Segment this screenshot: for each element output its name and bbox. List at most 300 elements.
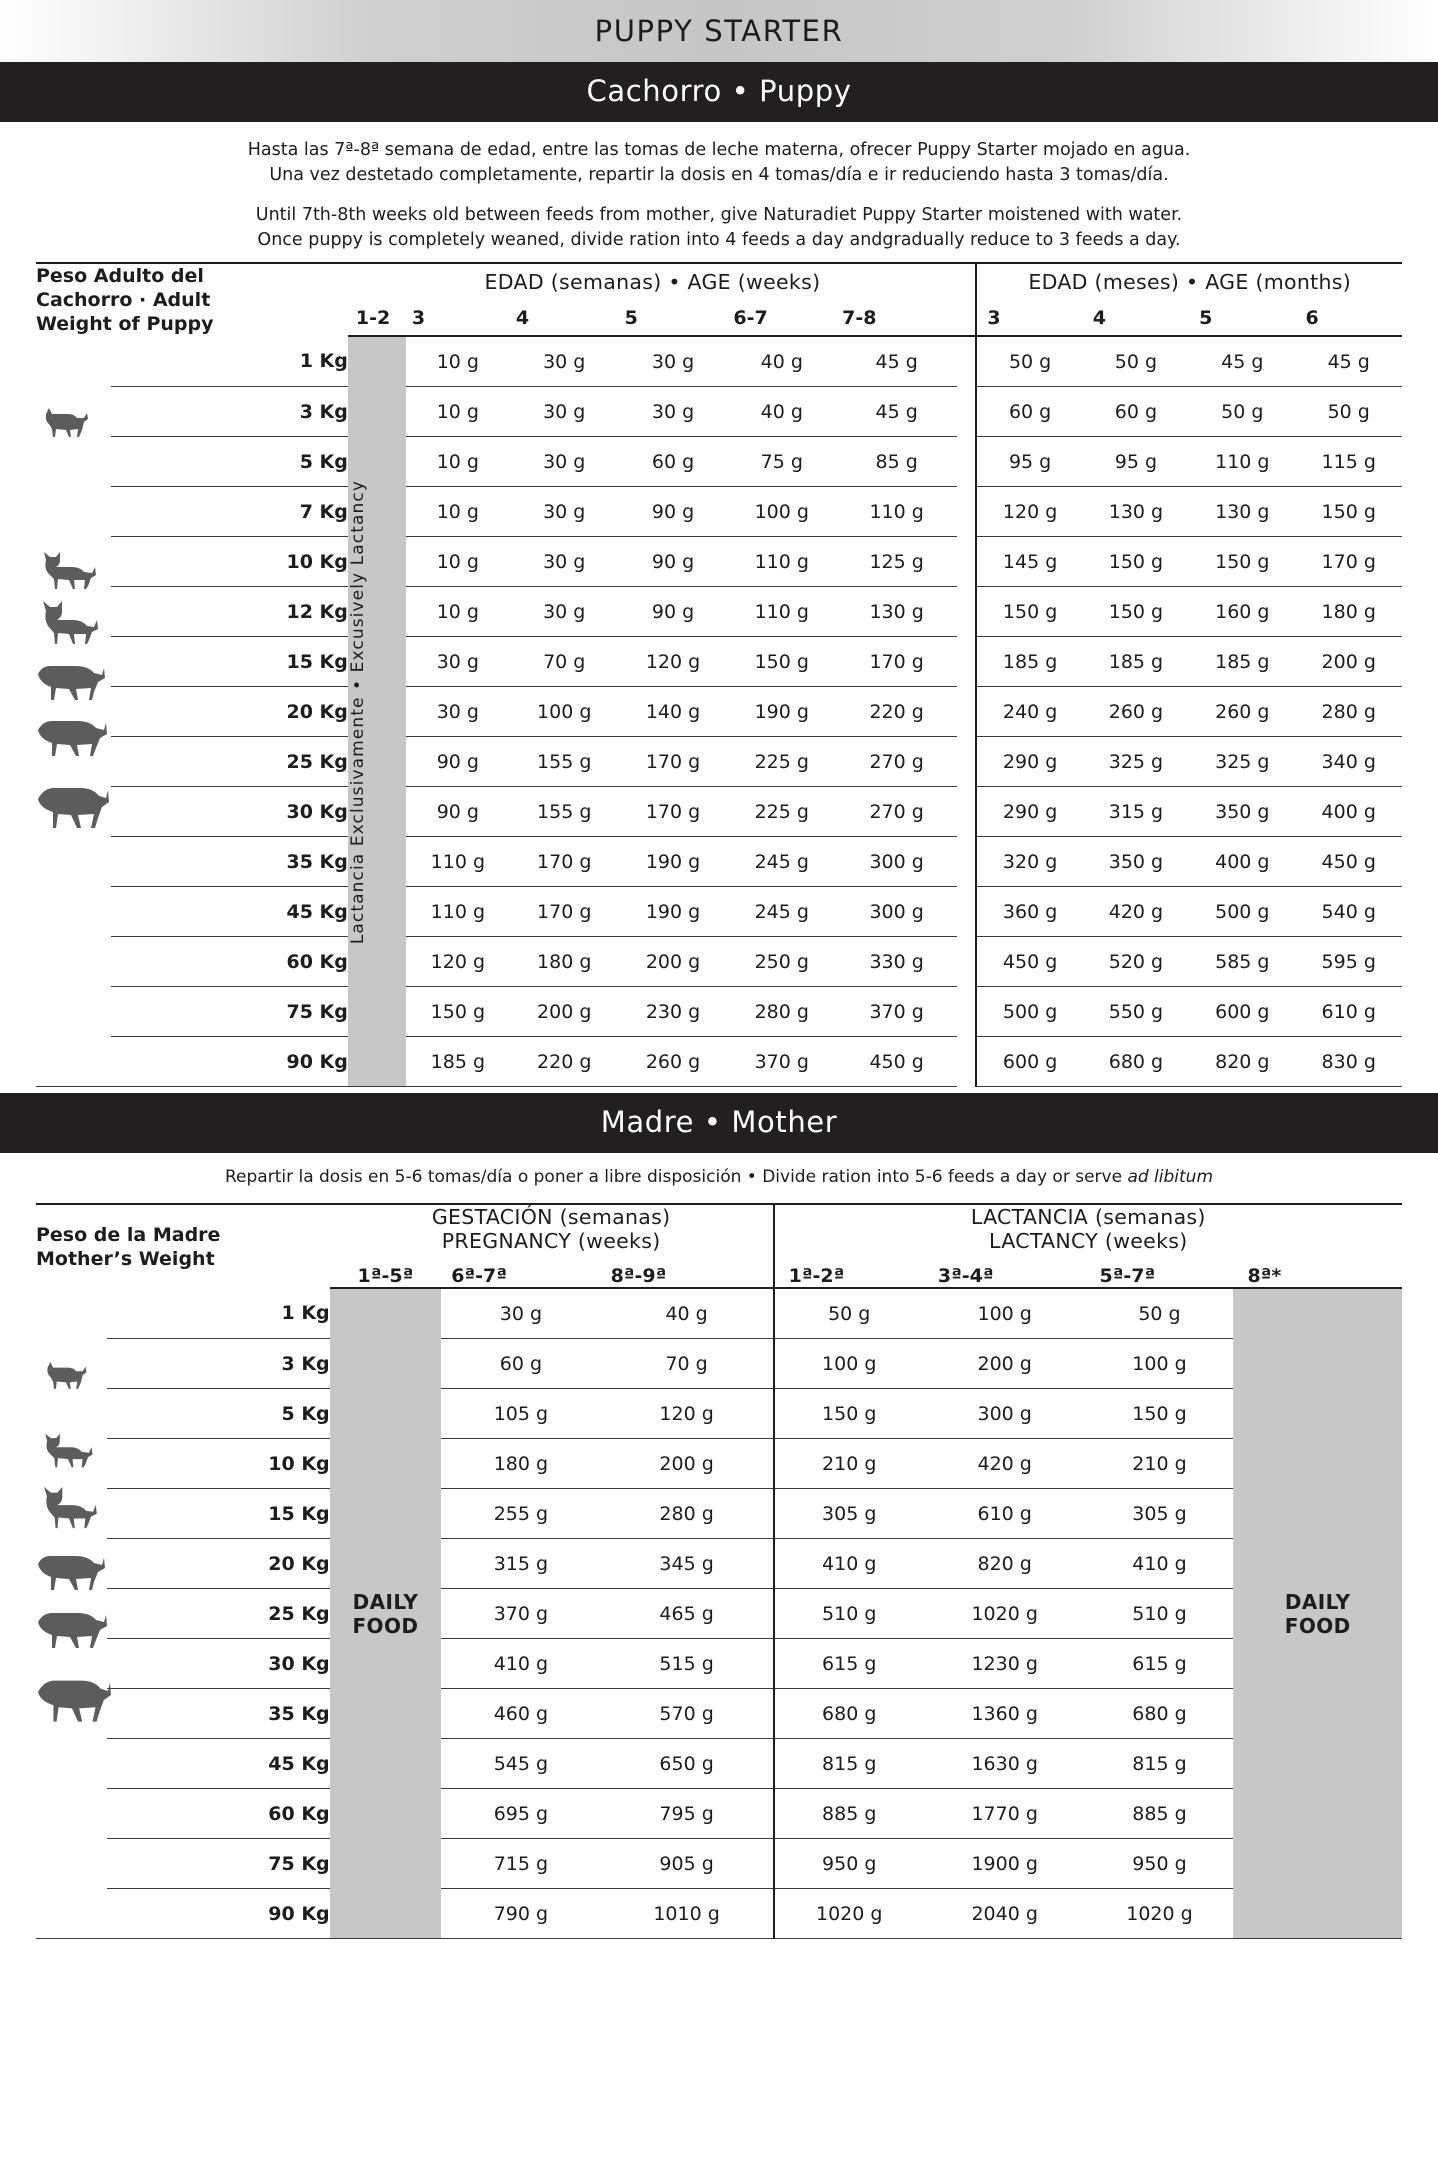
puppy-col-m3: 3: [976, 301, 1082, 336]
table-row: [36, 1439, 1402, 1489]
column-gap: [957, 487, 976, 537]
mother-group-lactancy: [774, 1204, 1402, 1253]
column-gap: [957, 837, 976, 887]
puppy-cell: 290 g: [976, 737, 1082, 787]
mother-cell: 680 g: [1085, 1689, 1233, 1739]
mother-cell: 950 g: [1085, 1839, 1233, 1889]
puppy-cell: 130 g: [1189, 487, 1295, 537]
puppy-cell: 170 g: [619, 737, 728, 787]
puppy-cell: 30 g: [619, 387, 728, 437]
dog-icon-group: [36, 1288, 107, 1938]
puppy-cell: 30 g: [510, 387, 619, 437]
mother-weight: 45 Kg: [107, 1739, 330, 1789]
mother-cell: 410 g: [774, 1539, 924, 1589]
mother-row-label-line1: Peso de la Madre: [36, 1223, 221, 1246]
table-row: [36, 787, 1402, 837]
table-row: [36, 987, 1402, 1037]
puppy-cell: 680 g: [1083, 1037, 1189, 1087]
puppy-cell: 30 g: [406, 687, 510, 737]
mother-cell: 950 g: [774, 1839, 924, 1889]
puppy-group-weeks: EDAD (semanas) • AGE (weeks): [348, 263, 957, 302]
mother-cell: 300 g: [924, 1389, 1086, 1439]
puppy-cell: 170 g: [1295, 537, 1402, 587]
puppy-cell: 350 g: [1083, 837, 1189, 887]
mother-cell: 1770 g: [924, 1789, 1086, 1839]
puppy-cell: 280 g: [727, 987, 836, 1037]
dog-large-icon: [36, 1544, 106, 1594]
mother-cell: 30 g: [441, 1288, 600, 1339]
mother-col-p3: 8ª-9ª: [601, 1253, 774, 1288]
puppy-weight: 75 Kg: [111, 987, 348, 1037]
mother-cell: 50 g: [1085, 1288, 1233, 1339]
table-row: [36, 1789, 1402, 1839]
daily-food-left-line2: FOOD: [352, 1613, 419, 1638]
mother-weight: 90 Kg: [107, 1889, 330, 1939]
puppy-cell: 245 g: [727, 887, 836, 937]
puppy-table-wrap: [0, 262, 1438, 1088]
dog-small-icon: [40, 404, 94, 440]
intro-en-line1: Until 7th-8th weeks old between feeds from mother, give Naturadiet Puppy Starter moistened with water.: [255, 204, 1183, 225]
puppy-dog-silhouettes: [36, 336, 111, 1087]
mother-cell: 280 g: [601, 1489, 774, 1539]
daily-food-right: [1233, 1590, 1402, 1638]
puppy-cell: 190 g: [727, 687, 836, 737]
puppy-cell: 30 g: [510, 336, 619, 387]
puppy-weight: 45 Kg: [111, 887, 348, 937]
mother-cell: 1010 g: [601, 1889, 774, 1939]
puppy-cell: 170 g: [619, 787, 728, 837]
mother-cell: 1020 g: [1085, 1889, 1233, 1939]
puppy-cell: 100 g: [727, 487, 836, 537]
puppy-cell: 400 g: [1189, 837, 1295, 887]
puppy-cell: 520 g: [1083, 937, 1189, 987]
mother-group-pregnancy-en: PREGNANCY (weeks): [441, 1229, 661, 1254]
column-gap: [957, 737, 976, 787]
lactancy-band: [348, 336, 406, 1087]
mother-col-p1: 1ª-5ª: [330, 1253, 442, 1288]
mother-cell: 1020 g: [774, 1889, 924, 1939]
table-row: [36, 1389, 1402, 1439]
puppy-row-label-line2: Cachorro · Adult: [36, 288, 211, 311]
puppy-cell: 595 g: [1295, 937, 1402, 987]
mother-weight: 60 Kg: [107, 1789, 330, 1839]
mother-col-p2: 6ª-7ª: [441, 1253, 600, 1288]
intro-english: [40, 203, 1398, 254]
column-gap: [957, 437, 976, 487]
mother-cell: 255 g: [441, 1489, 600, 1539]
table-row: [36, 487, 1402, 537]
mother-col-l3: 5ª-7ª: [1085, 1253, 1233, 1288]
puppy-cell: 95 g: [976, 437, 1082, 487]
puppy-cell: 150 g: [406, 987, 510, 1037]
table-row: [36, 537, 1402, 587]
puppy-cell: 30 g: [619, 336, 728, 387]
mother-cell: 790 g: [441, 1889, 600, 1939]
puppy-cell: 30 g: [510, 537, 619, 587]
puppy-cell: 170 g: [510, 837, 619, 887]
dog-small-icon: [42, 1358, 92, 1392]
puppy-cell: 450 g: [976, 937, 1082, 987]
intro-en-line2: Once puppy is completely weaned, divide ration into 4 feeds a day andgradually reduce to 3 feeds a day.: [257, 230, 1181, 251]
mother-cell: 510 g: [1085, 1589, 1233, 1639]
puppy-cell: 30 g: [510, 437, 619, 487]
mother-cell: 305 g: [774, 1489, 924, 1539]
puppy-weight: 20 Kg: [111, 687, 348, 737]
puppy-weight: 25 Kg: [111, 737, 348, 787]
puppy-cell: 10 g: [406, 437, 510, 487]
puppy-cell: 500 g: [1189, 887, 1295, 937]
mother-cell: 1360 g: [924, 1689, 1086, 1739]
mother-group-lactancy-es: LACTANCIA (semanas): [970, 1205, 1206, 1230]
mother-cell: 315 g: [441, 1539, 600, 1589]
puppy-cell: 610 g: [1295, 987, 1402, 1037]
puppy-weight: 5 Kg: [111, 437, 348, 487]
mother-cell: 695 g: [441, 1789, 600, 1839]
puppy-cell: 110 g: [1189, 437, 1295, 487]
mother-cell: 70 g: [601, 1339, 774, 1389]
puppy-cell: 315 g: [1083, 787, 1189, 837]
puppy-cell: 155 g: [510, 787, 619, 837]
puppy-cell: 245 g: [727, 837, 836, 887]
puppy-cell: 185 g: [1083, 637, 1189, 687]
table-row: [36, 387, 1402, 437]
mother-weight: 10 Kg: [107, 1439, 330, 1489]
mother-col-l4: 8ª*: [1233, 1253, 1402, 1288]
mother-cell: 100 g: [1085, 1339, 1233, 1389]
puppy-col-w2: 3: [406, 301, 510, 336]
puppy-cell: 115 g: [1295, 437, 1402, 487]
puppy-weight: 3 Kg: [111, 387, 348, 437]
mother-feeding-table: [36, 1203, 1402, 1939]
table-row: [36, 937, 1402, 987]
puppy-cell: 140 g: [619, 687, 728, 737]
column-gap: [957, 637, 976, 687]
mother-cell: 50 g: [774, 1288, 924, 1339]
puppy-weight: 7 Kg: [111, 487, 348, 537]
daily-food-right-line2: FOOD: [1284, 1613, 1351, 1638]
dog-medium-icon: [38, 548, 100, 592]
puppy-cell: 585 g: [1189, 937, 1295, 987]
mother-col-l2: 3ª-4ª: [924, 1253, 1086, 1288]
puppy-cell: 40 g: [727, 387, 836, 437]
column-gap: [957, 687, 976, 737]
mother-note: [0, 1153, 1438, 1203]
puppy-cell: 320 g: [976, 837, 1082, 887]
mother-cell: 305 g: [1085, 1489, 1233, 1539]
mother-note-italic: ad libitum: [1127, 1167, 1214, 1188]
puppy-weight: 10 Kg: [111, 537, 348, 587]
mother-cell: 615 g: [1085, 1639, 1233, 1689]
puppy-cell: 150 g: [1189, 537, 1295, 587]
puppy-cell: 50 g: [1083, 336, 1189, 387]
mother-cell: 420 g: [924, 1439, 1086, 1489]
puppy-weight: 12 Kg: [111, 587, 348, 637]
puppy-cell: 110 g: [836, 487, 957, 537]
puppy-cell: 120 g: [976, 487, 1082, 537]
mother-weight: 20 Kg: [107, 1539, 330, 1589]
puppy-cell: 150 g: [727, 637, 836, 687]
puppy-cell: 260 g: [1083, 687, 1189, 737]
puppy-weight: 90 Kg: [111, 1037, 348, 1087]
puppy-cell: 360 g: [976, 887, 1082, 937]
puppy-weight: 1 Kg: [111, 336, 348, 387]
table-row: [36, 1589, 1402, 1639]
puppy-cell: 340 g: [1295, 737, 1402, 787]
puppy-cell: 50 g: [1295, 387, 1402, 437]
puppy-cell: 50 g: [976, 336, 1082, 387]
column-gap: [957, 887, 976, 937]
mother-cell: 370 g: [441, 1589, 600, 1639]
puppy-cell: 150 g: [1083, 587, 1189, 637]
product-title-banner: [0, 0, 1438, 62]
puppy-cell: 60 g: [619, 437, 728, 487]
dog-xlarge-icon: [36, 1666, 112, 1726]
puppy-cell: 550 g: [1083, 987, 1189, 1037]
dog-large-icon: [36, 1600, 108, 1652]
mother-cell: 545 g: [441, 1739, 600, 1789]
mother-cell: 105 g: [441, 1389, 600, 1439]
mother-group-pregnancy: [330, 1204, 774, 1253]
table-row: [36, 637, 1402, 687]
puppy-cell: 10 g: [406, 537, 510, 587]
puppy-cell: 10 g: [406, 387, 510, 437]
lactancy-label: Lactancia Exclusivamente • Excusively Lactancy: [347, 479, 368, 945]
puppy-cell: 155 g: [510, 737, 619, 787]
mother-cell: 180 g: [441, 1439, 600, 1489]
puppy-cell: 225 g: [727, 787, 836, 837]
section-band-puppy: Cachorro • Puppy: [0, 62, 1438, 122]
puppy-cell: 75 g: [727, 437, 836, 487]
puppy-cell: 45 g: [836, 336, 957, 387]
table-row: [36, 1639, 1402, 1689]
mother-header-groups: [36, 1204, 1402, 1253]
section-band-mother: Madre • Mother: [0, 1093, 1438, 1153]
puppy-cell: 185 g: [1189, 637, 1295, 687]
table-row: [36, 1489, 1402, 1539]
mother-cell: 60 g: [441, 1339, 600, 1389]
column-gap: [957, 387, 976, 437]
table-row: [36, 737, 1402, 787]
intro-es-line1: Hasta las 7ª-8ª semana de edad, entre las tomas de leche materna, ofrecer Puppy Starter mojado en agua.: [247, 140, 1191, 160]
puppy-cell: 300 g: [836, 887, 957, 937]
mother-cell: 885 g: [1085, 1789, 1233, 1839]
table-row: [36, 1339, 1402, 1389]
puppy-cell: 10 g: [406, 587, 510, 637]
mother-cell: 795 g: [601, 1789, 774, 1839]
table-row: [36, 437, 1402, 487]
column-gap: [957, 1037, 976, 1087]
mother-cell: 815 g: [1085, 1739, 1233, 1789]
table-row: [36, 1739, 1402, 1789]
puppy-cell: 110 g: [727, 587, 836, 637]
puppy-cell: 90 g: [619, 587, 728, 637]
mother-cell: 570 g: [601, 1689, 774, 1739]
dog-medium-icon: [39, 1430, 97, 1470]
table-row: [36, 1037, 1402, 1087]
puppy-cell: 200 g: [1295, 637, 1402, 687]
dog-large-icon: [36, 708, 108, 760]
table-row: [36, 336, 1402, 387]
puppy-cell: 30 g: [406, 637, 510, 687]
mother-note-plain: Repartir la dosis en 5-6 tomas/día o poner a libre disposición • Divide ration into 5-6 feeds a day or serve: [224, 1167, 1128, 1188]
puppy-cell: 10 g: [406, 487, 510, 537]
puppy-cell: 300 g: [836, 837, 957, 887]
mother-cell: 615 g: [774, 1639, 924, 1689]
puppy-cell: 330 g: [836, 937, 957, 987]
mother-weight: 3 Kg: [107, 1339, 330, 1389]
mother-cell: 680 g: [774, 1689, 924, 1739]
puppy-cell: 325 g: [1189, 737, 1295, 787]
puppy-cell: 180 g: [1295, 587, 1402, 637]
mother-cell: 40 g: [601, 1288, 774, 1339]
puppy-cell: 45 g: [1295, 336, 1402, 387]
intro-es-line2: Una vez destetado completamente, repartir la dosis en 4 tomas/día e ir reduciendo hasta 3 tomas/día.: [269, 165, 1169, 186]
puppy-col-w1: 1-2: [348, 301, 406, 336]
mother-cell: 515 g: [601, 1639, 774, 1689]
puppy-cell: 200 g: [619, 937, 728, 987]
puppy-cell: 145 g: [976, 537, 1082, 587]
column-gap: [957, 587, 976, 637]
puppy-cell: 420 g: [1083, 887, 1189, 937]
puppy-cell: 500 g: [976, 987, 1082, 1037]
puppy-cell: 230 g: [619, 987, 728, 1037]
puppy-col-w6: 7-8: [836, 301, 957, 336]
puppy-cell: 45 g: [1189, 336, 1295, 387]
table-row: [36, 687, 1402, 737]
puppy-cell: 90 g: [619, 537, 728, 587]
daily-food-right-line1: DAILY: [1284, 1589, 1351, 1614]
mother-cell: 200 g: [924, 1339, 1086, 1389]
puppy-cell: 120 g: [619, 637, 728, 687]
mother-cell: 410 g: [441, 1639, 600, 1689]
column-gap: [957, 336, 976, 387]
puppy-cell: 370 g: [727, 1037, 836, 1087]
puppy-col-w5: 6-7: [727, 301, 836, 336]
mother-cell: 905 g: [601, 1839, 774, 1889]
puppy-cell: 60 g: [976, 387, 1082, 437]
puppy-cell: 90 g: [406, 737, 510, 787]
puppy-cell: 540 g: [1295, 887, 1402, 937]
puppy-row-label: [36, 263, 348, 337]
mother-cell: 885 g: [774, 1789, 924, 1839]
puppy-cell: 150 g: [1295, 487, 1402, 537]
puppy-weight: 15 Kg: [111, 637, 348, 687]
puppy-cell: 450 g: [1295, 837, 1402, 887]
puppy-cell: 400 g: [1295, 787, 1402, 837]
puppy-cell: 185 g: [976, 637, 1082, 687]
puppy-cell: 125 g: [836, 537, 957, 587]
mother-cell: 650 g: [601, 1739, 774, 1789]
mother-cell: 210 g: [774, 1439, 924, 1489]
mother-weight: 30 Kg: [107, 1639, 330, 1689]
intro-text: [0, 122, 1438, 262]
table-row: [36, 1889, 1402, 1939]
puppy-cell: 260 g: [1189, 687, 1295, 737]
puppy-cell: 50 g: [1189, 387, 1295, 437]
puppy-col-w4: 5: [619, 301, 728, 336]
puppy-cell: 110 g: [406, 887, 510, 937]
puppy-cell: 600 g: [976, 1037, 1082, 1087]
table-row: [36, 887, 1402, 937]
dog-large-icon: [36, 654, 106, 704]
puppy-cell: 200 g: [510, 987, 619, 1037]
mother-cell: 410 g: [1085, 1539, 1233, 1589]
puppy-cell: 100 g: [510, 687, 619, 737]
column-gap: [957, 263, 976, 302]
mother-cell: 200 g: [601, 1439, 774, 1489]
mother-cell: 150 g: [774, 1389, 924, 1439]
puppy-cell: 130 g: [836, 587, 957, 637]
puppy-cell: 30 g: [510, 587, 619, 637]
puppy-cell: 240 g: [976, 687, 1082, 737]
puppy-cell: 60 g: [1083, 387, 1189, 437]
dog-medium-icon: [37, 598, 101, 646]
mother-cell: 2040 g: [924, 1889, 1086, 1939]
puppy-cell: 110 g: [727, 537, 836, 587]
mother-cell: 120 g: [601, 1389, 774, 1439]
mother-weight: 75 Kg: [107, 1839, 330, 1889]
intro-spanish: [40, 138, 1398, 189]
mother-row-label: [36, 1204, 330, 1288]
mother-dog-silhouettes: [36, 1288, 107, 1939]
pregnancy-daily-food-band: [330, 1288, 442, 1939]
mother-weight: 35 Kg: [107, 1689, 330, 1739]
puppy-cell: 325 g: [1083, 737, 1189, 787]
daily-food-left: [330, 1590, 442, 1638]
puppy-cell: 10 g: [406, 336, 510, 387]
mother-cell: 815 g: [774, 1739, 924, 1789]
puppy-cell: 90 g: [619, 487, 728, 537]
column-gap: [957, 787, 976, 837]
mother-col-l1: 1ª-2ª: [774, 1253, 924, 1288]
puppy-cell: 280 g: [1295, 687, 1402, 737]
column-gap: [957, 987, 976, 1037]
puppy-cell: 110 g: [406, 837, 510, 887]
table-row: [36, 1288, 1402, 1339]
mother-group-pregnancy-es: GESTACIÓN (semanas): [431, 1205, 671, 1230]
mother-group-lactancy-en: LACTANCY (weeks): [989, 1229, 1188, 1254]
column-gap: [957, 937, 976, 987]
puppy-cell: 450 g: [836, 1037, 957, 1087]
puppy-cell: 290 g: [976, 787, 1082, 837]
puppy-cell: 85 g: [836, 437, 957, 487]
puppy-cell: 90 g: [406, 787, 510, 837]
puppy-cell: 150 g: [1083, 537, 1189, 587]
column-gap: [957, 537, 976, 587]
dog-xlarge-icon: [36, 774, 110, 832]
puppy-weight: 60 Kg: [111, 937, 348, 987]
mother-cell: 1230 g: [924, 1639, 1086, 1689]
column-gap: [957, 301, 976, 336]
daily-food-left-line1: DAILY: [352, 1589, 419, 1614]
puppy-cell: 225 g: [727, 737, 836, 787]
mother-cell: 460 g: [441, 1689, 600, 1739]
mother-cell: 210 g: [1085, 1439, 1233, 1489]
puppy-cell: 95 g: [1083, 437, 1189, 487]
puppy-col-m6: 6: [1295, 301, 1402, 336]
puppy-cell: 220 g: [836, 687, 957, 737]
puppy-cell: 190 g: [619, 887, 728, 937]
puppy-col-w3: 4: [510, 301, 619, 336]
mother-cell: 345 g: [601, 1539, 774, 1589]
puppy-cell: 45 g: [836, 387, 957, 437]
mother-cell: 610 g: [924, 1489, 1086, 1539]
mother-cell: 150 g: [1085, 1389, 1233, 1439]
mother-weight: 1 Kg: [107, 1288, 330, 1339]
mother-weight: 25 Kg: [107, 1589, 330, 1639]
puppy-cell: 270 g: [836, 787, 957, 837]
dog-icon-group: [36, 336, 111, 1086]
